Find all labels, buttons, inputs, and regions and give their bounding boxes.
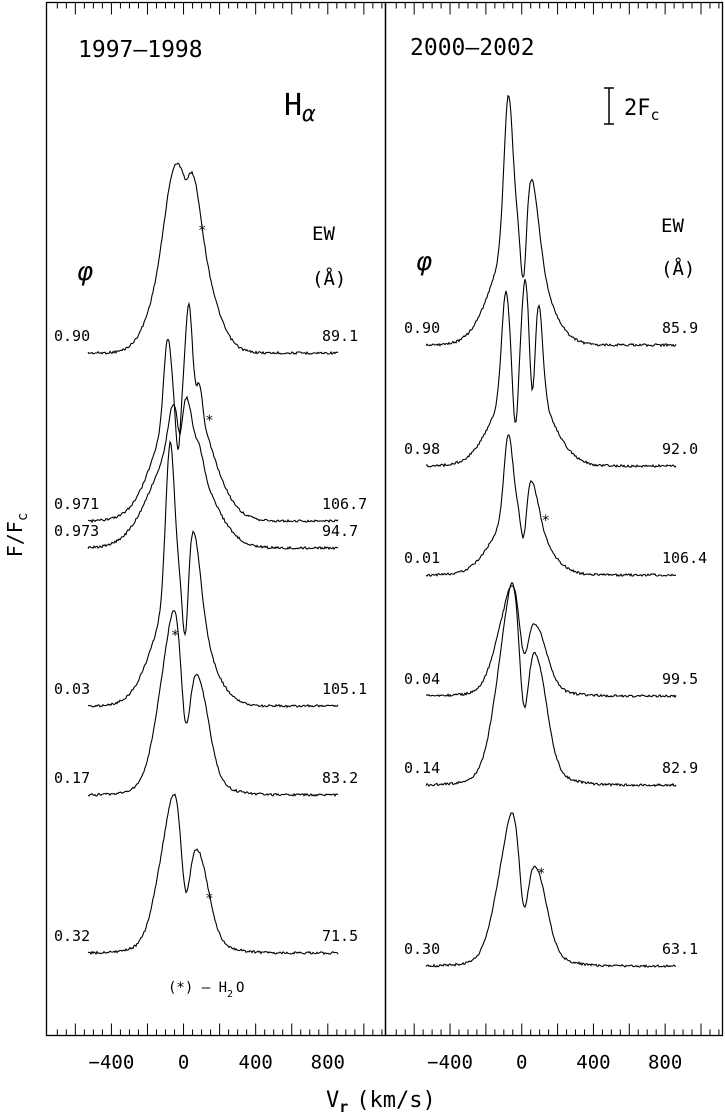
left-phase-label: 0.17 [54,769,91,787]
left-ew-value: 83.2 [322,769,359,787]
left-x-tick-label: 0 [177,1051,190,1074]
right-phase-label: 0.14 [404,759,441,777]
right-telluric-marker: * [541,512,550,529]
left-phase-label: 0.971 [54,495,100,513]
right-ew-value: 92.0 [662,440,699,458]
right-ew-value: 63.1 [662,940,699,958]
left-ew-value: 106.7 [322,495,368,513]
left-phase-header: φ [77,257,93,287]
right-x-tick-label: 0 [516,1051,528,1074]
left-panel-frame [47,3,386,1036]
left-telluric-marker: * [205,891,214,908]
left-spectrum-line [88,442,338,707]
right-spectrum-line [426,279,676,467]
x-axis-label: $V_r$ (km/s) [326,1088,436,1115]
left-phase-label: 0.90 [54,327,91,345]
right-phase-label: 0.98 [404,440,441,458]
right-ew-value: 85.9 [662,319,699,337]
right-x-tick-label: 800 [647,1051,683,1074]
left-spectrum-line [88,611,338,796]
y-axis-label: $F/F_c$ [3,512,31,558]
left-x-tick-label: −400 [88,1051,135,1074]
left-phase-label: 0.03 [54,680,91,698]
right-x-tick-label: −400 [427,1051,473,1074]
right-phase-label: 0.30 [404,940,441,958]
right-spectrum-line [426,586,676,697]
right-ew-value: 99.5 [662,670,699,688]
right-x-tick-label: 400 [576,1051,611,1074]
left-ew-unit: (Å) [312,268,347,290]
left-ew-value: 94.7 [322,522,359,540]
left-ew-value: 105.1 [322,680,368,698]
left-phase-label: 0.32 [54,927,91,945]
left-spectrum-line [88,794,338,954]
scale-bar-label: $2F_c$ [624,96,660,124]
left-x-tick-label: 400 [238,1051,273,1074]
right-panel-frame [386,3,723,1036]
left-telluric-marker: * [170,627,180,644]
left-ew-header: EW [312,223,335,245]
left-spectrum-line [88,163,338,354]
scale-bar [604,88,614,124]
right-spectrum-line [426,583,676,787]
left-telluric-marker: * [205,412,214,429]
footnote: (*) – $H_2$ O [168,980,245,1000]
left-phase-label: 0.973 [54,522,100,540]
line-label: $H_\alpha$ [284,88,316,127]
right-panel [396,3,719,1074]
right-panel-title: 2000–2002 [410,35,535,61]
right-phase-label: 0.01 [404,549,441,567]
right-telluric-marker: * [536,866,546,883]
left-panel-title: 1997–1998 [78,37,203,63]
left-telluric-marker: * [197,222,207,239]
right-ew-unit: (Å) [661,258,696,280]
right-ew-value: 82.9 [662,759,699,777]
right-ew-value: 106.4 [662,549,708,567]
left-panel [54,3,382,1074]
right-ew-header: EW [661,215,684,237]
right-spectrum-line [426,813,676,967]
right-spectrum-line [426,96,676,347]
left-x-tick-label: 800 [310,1051,345,1074]
right-phase-header: φ [416,247,432,277]
right-phase-label: 0.04 [404,670,441,688]
right-phase-label: 0.90 [404,319,441,337]
left-ew-value: 89.1 [322,327,359,345]
right-spectrum-line [426,435,676,576]
left-ew-value: 71.5 [322,927,359,945]
right-x-axis [396,3,719,1074]
